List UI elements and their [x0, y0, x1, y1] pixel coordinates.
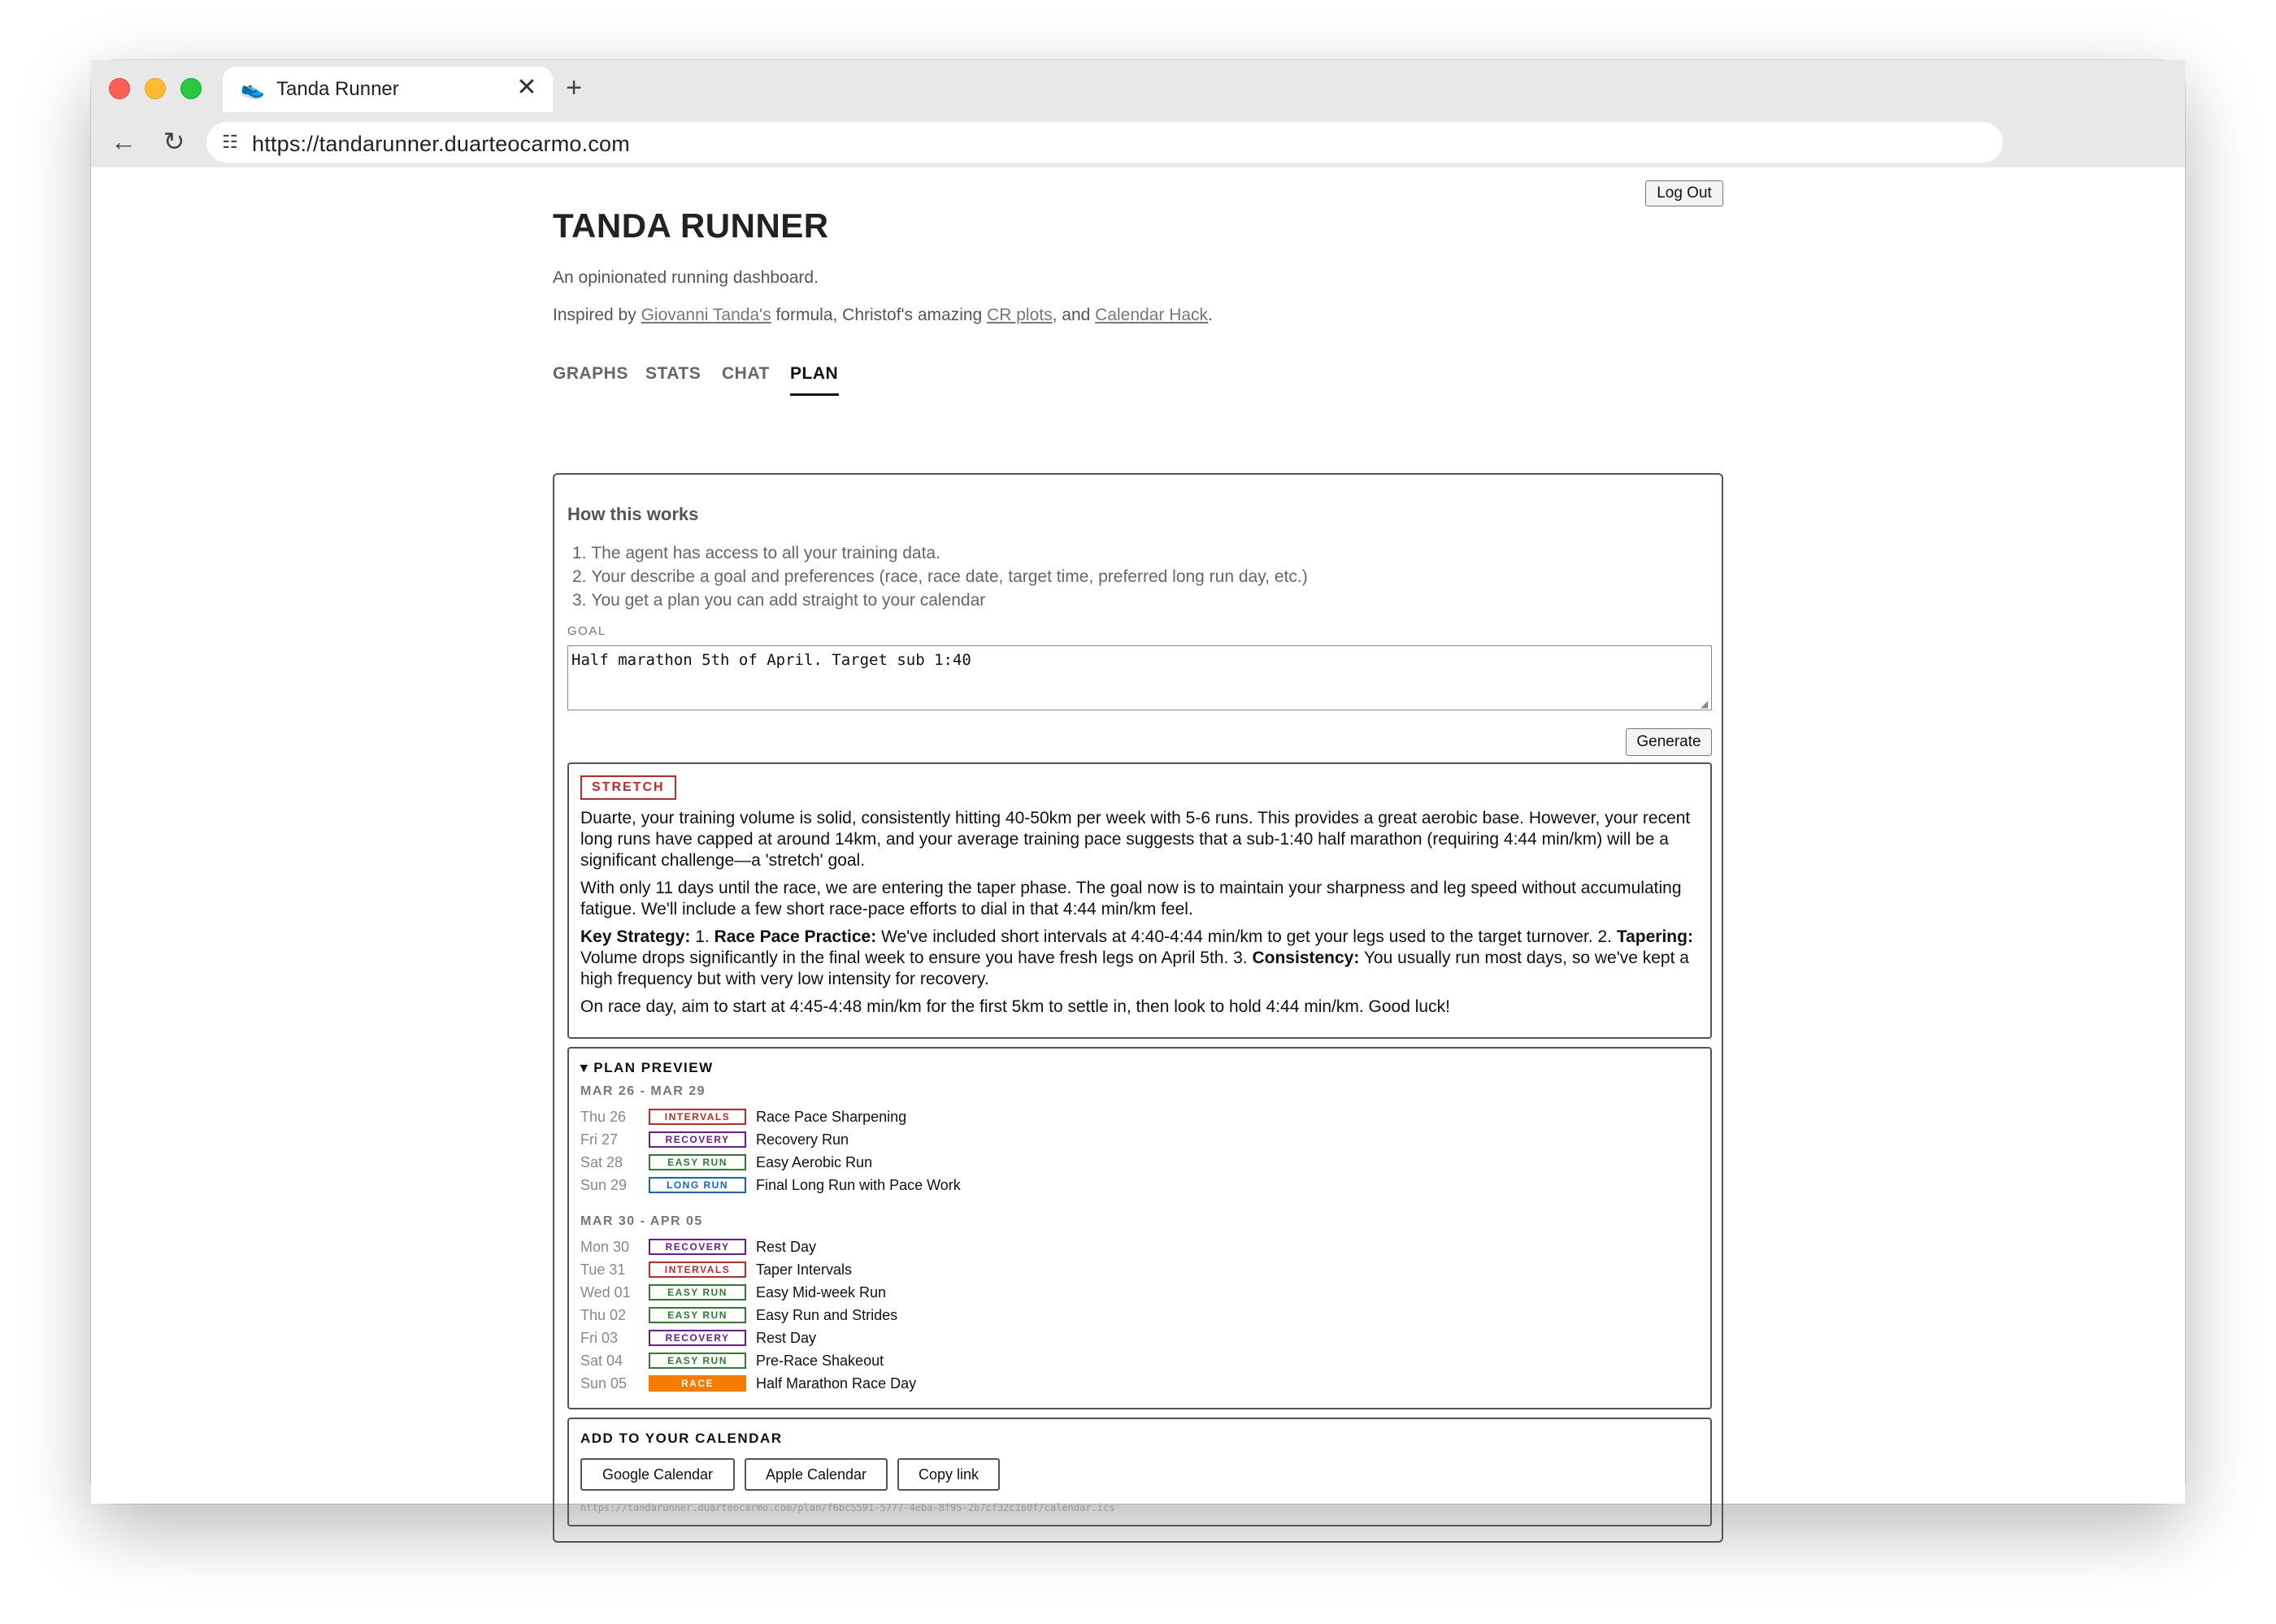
workout-title: Rest Day — [756, 1239, 817, 1255]
workout-title: Recovery Run — [756, 1131, 849, 1148]
page-title: TANDA RUNNER — [553, 206, 829, 245]
workout-title: Rest Day — [756, 1330, 817, 1346]
workout-title: Half Marathon Race Day — [756, 1375, 917, 1392]
google-calendar-button[interactable]: Google Calendar — [580, 1458, 735, 1491]
reload-icon[interactable]: ↻ — [163, 127, 185, 156]
calendar-ics-url[interactable]: https://tandarunner.duarteocarmo.com/plan/f6bc5591-5777-4eba-8f95-2b7cf32c1b0f/calendar.ics — [580, 1502, 1115, 1513]
calendar-hack-link[interactable]: Calendar Hack — [1095, 306, 1209, 324]
plan-day: Wed 01 — [580, 1284, 631, 1301]
plan-day: Thu 26 — [580, 1109, 627, 1125]
cr-plots-link[interactable]: CR plots — [987, 306, 1053, 324]
plan-day: Thu 02 — [580, 1307, 627, 1323]
workout-title: Easy Run and Strides — [756, 1307, 898, 1323]
plan-row — [580, 1153, 1556, 1172]
how-step: 2. Your describe a goal and preferences (race, race date, target time, preferred long run day, etc.) — [572, 567, 1308, 586]
browser-chrome — [91, 60, 2185, 167]
address-bar[interactable] — [206, 122, 2003, 163]
site-settings-icon[interactable]: ☷ — [222, 132, 238, 152]
how-it-works-list — [572, 541, 1308, 612]
maximize-window-button[interactable] — [180, 78, 202, 99]
page-subtitle: An opinionated running dashboard. — [553, 268, 819, 287]
plan-day: Sat 04 — [580, 1353, 623, 1369]
workout-type-badge: EASY RUN — [649, 1284, 746, 1301]
plan-panel — [553, 473, 1723, 1543]
how-step: 3. You get a plan you can add straight to your calendar — [572, 591, 986, 610]
tab-chat[interactable]: CHAT — [722, 364, 770, 383]
calendar-box — [567, 1418, 1712, 1526]
assessment-paragraph: Key Strategy: 1. Race Pace Practice: We've included short intervals at 4:40-4:44 min/km to get your legs used to the target turnover. 2. Tapering: Volume drops significantly in the final week to ensure you have fresh legs on April 5th. 3. Consistency: You usually run most days, so we've kept a high frequency but with very low intensity for recovery. — [580, 927, 1693, 988]
tanda-link[interactable]: Giovanni Tanda's — [641, 306, 771, 324]
plan-day: Fri 27 — [580, 1131, 619, 1148]
resize-grip-icon[interactable]: ◢ — [1700, 698, 1709, 710]
plan-day: Fri 03 — [580, 1330, 619, 1346]
tab-graphs[interactable]: GRAPHS — [553, 364, 628, 383]
plan-day: Sun 29 — [580, 1177, 628, 1193]
browser-tab[interactable] — [223, 67, 553, 112]
workout-type-badge: INTERVALS — [649, 1109, 746, 1125]
close-window-button[interactable] — [109, 78, 130, 99]
tab-title: Tanda Runner — [276, 78, 399, 100]
assessment-paragraph: With only 11 days until the race, we are entering the taper phase. The goal now is to maintain your sharpness and leg speed without accumulating fatigue. We'll include a few short race-pace efforts to dial in that 4:44 min/km feel. — [580, 879, 1682, 918]
plan-row — [580, 1328, 1556, 1348]
active-tab-indicator — [790, 393, 839, 396]
workout-type-badge: EASY RUN — [649, 1353, 746, 1369]
how-it-works-title: How this works — [567, 504, 699, 524]
workout-title: Race Pace Sharpening — [756, 1109, 907, 1125]
calendar-title: ADD TO YOUR CALENDAR — [580, 1431, 783, 1446]
minimize-window-button[interactable] — [145, 78, 166, 99]
workout-title: Final Long Run with Pace Work — [756, 1177, 961, 1193]
workout-title: Taper Intervals — [756, 1261, 853, 1278]
inspiration-line — [553, 306, 1213, 325]
workout-type-badge: LONG RUN — [649, 1177, 746, 1193]
plan-row — [580, 1305, 1556, 1325]
plan-day: Mon 30 — [580, 1239, 630, 1255]
plan-row — [580, 1374, 1556, 1393]
back-arrow-icon[interactable]: ← — [111, 127, 137, 156]
apple-calendar-button[interactable]: Apple Calendar — [745, 1458, 888, 1491]
generate-button[interactable]: Generate — [1626, 728, 1712, 756]
page-viewport — [91, 167, 2185, 1513]
shoe-favicon-icon: 👟 — [241, 78, 265, 100]
plan-row — [580, 1130, 1556, 1149]
plan-row — [580, 1237, 1556, 1257]
workout-type-badge: INTERVALS — [649, 1261, 746, 1278]
url-text[interactable]: https://tandarunner.duarteocarmo.com — [252, 132, 630, 156]
inspired-prefix: Inspired by — [553, 306, 641, 324]
plan-row — [580, 1107, 1556, 1127]
workout-type-badge: RECOVERY — [649, 1330, 746, 1346]
workout-type-badge: EASY RUN — [649, 1154, 746, 1170]
tab-plan[interactable]: PLAN — [790, 364, 839, 383]
workout-type-badge: RECOVERY — [649, 1131, 746, 1148]
copy-link-button[interactable]: Copy link — [897, 1458, 1000, 1491]
week-label: MAR 30 - APR 05 — [580, 1214, 703, 1228]
plan-day: Tue 31 — [580, 1261, 626, 1278]
plan-day: Sat 28 — [580, 1154, 623, 1170]
goal-label: GOAL — [567, 624, 606, 638]
logout-button[interactable]: Log Out — [1645, 180, 1723, 206]
inspired-mid1: formula, Christof's amazing — [771, 306, 988, 324]
plan-day: Sun 05 — [580, 1375, 628, 1392]
plan-row — [580, 1351, 1556, 1370]
tab-stats[interactable]: STATS — [645, 364, 701, 383]
workout-type-badge: RECOVERY — [649, 1239, 746, 1255]
inspired-mid2: , and — [1052, 306, 1096, 324]
plan-preview-toggle[interactable]: ▾ PLAN PREVIEW — [580, 1060, 714, 1075]
plan-row — [580, 1260, 1556, 1279]
plan-row — [580, 1175, 1556, 1195]
navigation-bar — [91, 117, 2185, 167]
browser-window — [91, 60, 2185, 1513]
assessment-paragraph: Duarte, your training volume is solid, consistently hitting 40-50km per week with 5-6 runs. This provides a great aerobic base. However, your recent long runs have capped at around 14km, and your average training pace suggests that a sub-1:40 half marathon (requiring 4:44 min/km) will be a significant challenge—a 'stretch' goal. — [580, 809, 1691, 870]
workout-title: Easy Aerobic Run — [756, 1154, 873, 1170]
new-tab-button[interactable]: + — [566, 72, 582, 103]
workout-title: Pre-Race Shakeout — [756, 1353, 884, 1369]
assessment-text — [580, 808, 1702, 1024]
how-step: 1. The agent has access to all your training data. — [572, 544, 940, 562]
close-tab-icon[interactable]: ✕ — [516, 74, 537, 101]
workout-title: Easy Mid-week Run — [756, 1284, 887, 1301]
workout-type-badge: RACE — [649, 1375, 746, 1392]
tab-strip — [91, 60, 2185, 117]
week-label: MAR 26 - MAR 29 — [580, 1084, 706, 1098]
workout-type-badge: EASY RUN — [649, 1307, 746, 1323]
assessment-paragraph: On race day, aim to start at 4:45-4:48 min/km for the first 5km to settle in, then look to hold 4:44 min/km. Good luck! — [580, 997, 1450, 1016]
goal-difficulty-badge: STRETCH — [580, 775, 676, 800]
goal-input[interactable] — [567, 645, 1712, 710]
assessment-box — [567, 762, 1712, 1039]
plan-row — [580, 1283, 1556, 1302]
plan-preview — [567, 1047, 1712, 1409]
inspired-suffix: . — [1208, 306, 1213, 324]
